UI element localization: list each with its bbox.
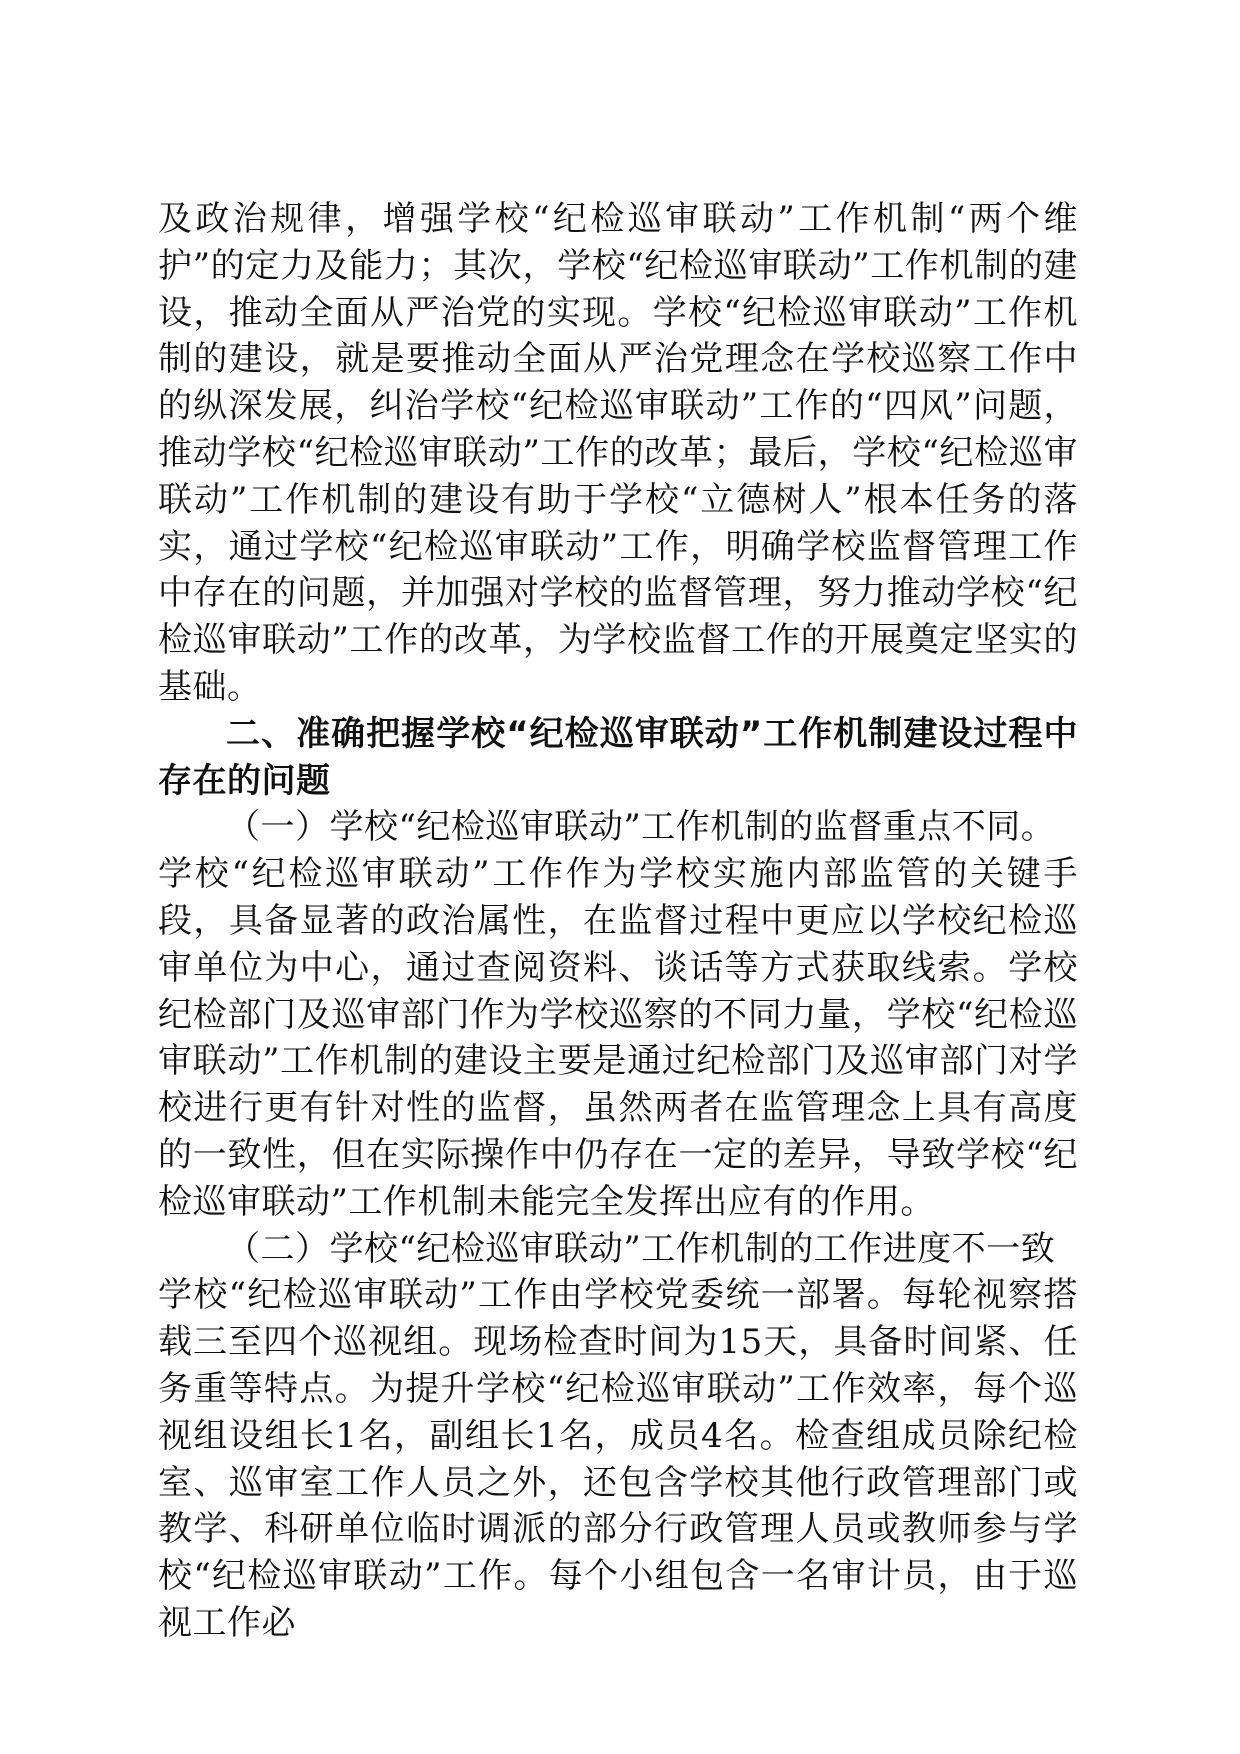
subsection-heading-2: （二）学校“纪检巡审联动”工作机制的工作进度不一致 — [226, 1228, 1056, 1269]
document-body — [158, 196, 1078, 1647]
paragraph-supervision: 学校“纪检巡审联动”工作作为学校实施内部监管的关键手段，具备显著的政治属性，在监督过程中更应以学校纪检巡审单位为中心，通过查阅资料、谈话等方式获取线索。学校纪检部门及巡审部门作为学校巡察的不同力量，学校“纪检巡审联动”工作机制的建设主要是通过纪检部门及巡审部门对学校进行更有针对性的监督，虽然两者在监管理念上具有高度的一致性，但在实际操作中仍存在一定的差异，导致学校“纪检巡审联动”工作机制未能完全发挥出应有的作用。 — [158, 854, 1078, 1222]
paragraph-progress: 学校“纪检巡审联动”工作由学校党委统一部署。每轮视察搭载三至四个巡视组。现场检查时间为15天，具备时间紧、任务重等特点。为提升学校“纪检巡审联动”工作效率，每个巡视组设组长1名，副组长1名，成员4名。检查组成员除纪检室、巡审室工作人员之外，还包含学校其他行政管理部门或教学、科研单位临时调派的部分行政管理人员或教师参与学校“纪检巡审联动”工作。每个小组包含一名审计员，由于巡视工作必 — [158, 1275, 1078, 1643]
section-heading: 二、准确把握学校“纪检巡审联动”工作机制建设过程中存在的问题 — [158, 713, 1078, 801]
subsection-heading-1: （一）学校“纪检巡审联动”工作机制的监督重点不同。 — [226, 807, 1056, 848]
paragraph-continuation: 及政治规律，增强学校“纪检巡审联动”工作机制“两个维护”的定力及能力；其次，学校“纪检巡审联动”工作机制的建设，推动全面从严治党的实现。学校“纪检巡审联动”工作机制的建设，就是要推动全面从严治党理念在学校巡察工作中的纵深发展，纠治学校“纪检巡审联动”工作的“四风”问题，推动学校“纪检巡审联动”工作的改革；最后，学校“纪检巡审联动”工作机制的建设有助于学校“立德树人”根本任务的落实，通过学校“纪检巡审联动”工作，明确学校监督管理工作中存在的问题，并加强对学校的监督管理，努力推动学校“纪检巡审联动”工作的改革，为学校监督工作的开展奠定坚实的基础。 — [158, 199, 1078, 707]
